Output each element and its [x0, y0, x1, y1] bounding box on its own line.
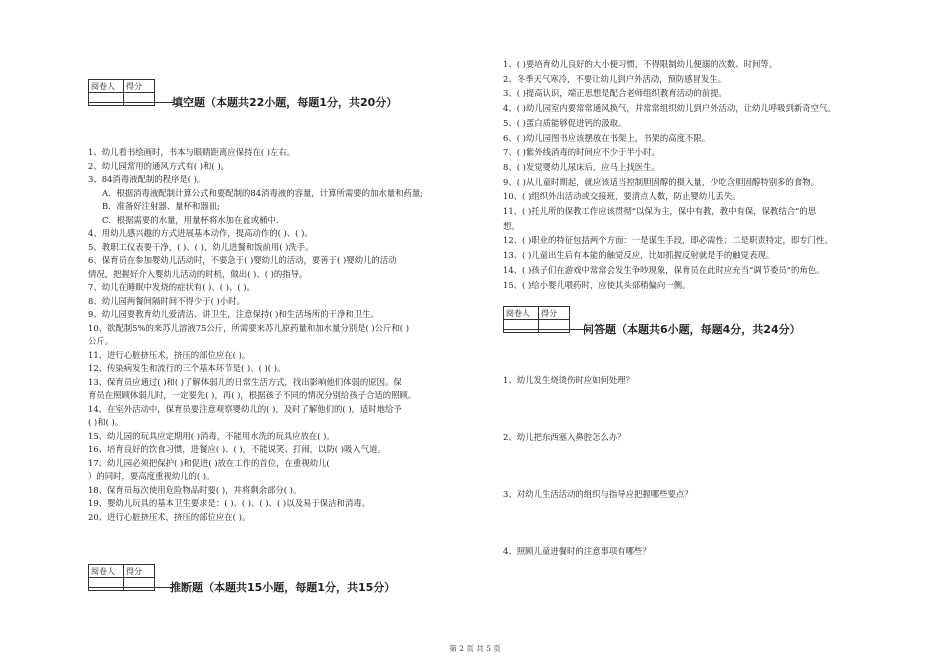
page-footer: 第 2 页 共 5 页 — [449, 644, 501, 653]
qa-question: 1、幼儿发生烧烫伤时应如何处理？ — [503, 375, 634, 385]
score-underline — [503, 329, 589, 330]
section-title-qa: 问答题（本题共6小题，每题4分，共24分） — [583, 323, 801, 336]
question-line: 1、( )要培育幼儿良好的大小便习惯，不得限制幼儿便溺的次数、时间等。 — [503, 59, 778, 69]
question-line: 11、进行心脏挤压术，挤压的部位应在( )。 — [88, 349, 251, 360]
question-line: 9、幼儿园要教育幼儿爱清洁、讲卫生，注意保持( )和生活场所的干净和卫生。 — [88, 309, 379, 319]
question-line: 10、( )组织外出活动或交接班，要清点人数，防止婴幼儿丢失。 — [503, 191, 741, 202]
score-underline — [88, 587, 174, 588]
question-line: 8、幼儿园两餐间隔时间不得少于( )小时。 — [88, 295, 245, 306]
question-line: 1、幼儿看书绘画时，书本与眼睛距离应保持在( )左右。 — [88, 147, 296, 157]
question-line: 18、保育员每次使用危险物品时要( )，并将剩余部分( )。 — [88, 484, 302, 495]
question-line: 15、( )给小婴儿喂药时，应使其头部稍偏向一侧。 — [503, 279, 691, 290]
question-line: 19、婴幼儿玩具的基本卫生要求是：( )、( )、( )、( )以及易于保洁和消毒。 — [88, 498, 370, 508]
score-underline — [88, 102, 174, 103]
question-line: 16、培育良好的饮食习惯，进餐应( )、( )，不能说笑、打闹，以防( )吸入气道。 — [88, 444, 386, 454]
question-line: 10、欲配制5%的来苏儿溶液75公斤，所需要来苏儿原药量和加水量分别是( )公斤和( ) — [88, 322, 409, 333]
question-line: 13、( )儿童出生后有本能的触觉反应，比如抓握反射就是手的触觉表现。 — [503, 250, 775, 261]
question-line: 7、( )紫外线消毒的时间应不少于半小时。 — [503, 147, 660, 158]
question-line: 6、保育员在参加婴幼儿活动时，不要急于( )婴幼儿的活动，要善于( )婴幼儿的活动 — [88, 255, 397, 265]
question-line: B．准备好注射器、量杯和器皿; — [102, 201, 220, 211]
section-title-fill-blank: 填空题（本题共22小题，每题1分，共20分） — [172, 96, 398, 109]
reviewer-label: 阅卷人 — [504, 307, 539, 320]
score-label: 得分 — [124, 565, 155, 578]
question-line: 14、( )孩子们在游戏中常常会发生争吵现象，保育员在此时应充当“调节委员”的角色。 — [503, 264, 825, 275]
question-line: 6、( )幼儿园图书应该摆放在书架上，书架的高度不限。 — [503, 132, 711, 143]
score-label: 得分 — [539, 307, 570, 320]
question-line: 3、84消毒液配制的程序是( )。 — [88, 174, 206, 184]
reviewer-cell — [89, 578, 124, 591]
reviewer-cell — [504, 320, 539, 333]
score-cell — [539, 320, 570, 333]
question-line: 情况，把握好介入婴幼儿活动的时机，做出( )、( )的指导。 — [88, 268, 308, 279]
question-line: 4、用幼儿感兴趣的方式进展基本动作，提高动作的( )、( )。 — [88, 228, 313, 238]
question-line: ）的同时，要高度重视幼儿的( )。 — [88, 471, 215, 481]
question-line: 12、( )职业的特征包括两个方面：一是谋生手段，即必需性；二是职责特定，即专门性。 — [503, 235, 833, 246]
qa-question: 2、幼儿把东西塞入鼻腔怎么办？ — [503, 432, 626, 442]
question-line: A．根据消毒液配制计算公式和要配制的84消毒液的容量，计算所需要的加水量和药量; — [102, 187, 424, 198]
question-line: 育员在照顾体弱儿时，一定要先( )，再( )，根据孩子不同的情况分别给孩子合适的照顾。 — [88, 390, 417, 400]
question-line: 2、幼儿园常用的通风方式有( )和( )。 — [88, 160, 229, 171]
score-cell — [124, 93, 155, 106]
question-line: 7、幼儿在睡眠中发烧的症状有( )、( )、( )。 — [88, 282, 255, 292]
score-label: 得分 — [124, 80, 155, 93]
reviewer-label: 阅卷人 — [89, 80, 124, 93]
question-line: 14、在室外活动中，保育员要注意观察婴幼儿的( )，及时了解他们的( )，适时地给予 — [88, 403, 402, 414]
question-line: 5、教职工仪表要干净，( )、( )，幼儿进餐和饭前用( )洗手。 — [88, 241, 314, 252]
question-line: 公斤。 — [88, 336, 114, 346]
section-title-judge: 推断题（本题共15小题，每题1分，共15分） — [170, 581, 396, 594]
question-line: ( )和( )。 — [88, 417, 124, 427]
question-line: 13、保育员应通过( )和( )了解体弱儿的日常生活方式，找出影响他们体弱的原因。保 — [88, 376, 402, 387]
question-line: 9、( )从儿童时期起，就应该适当控制胆固醇的摄入量，少吃含胆固醇特别多的食物。 — [503, 176, 820, 187]
question-line: 想。 — [503, 220, 520, 231]
question-line: 17、幼儿园必须把保护( )和促进( )放在工作的首位，在重视幼儿( — [88, 457, 330, 468]
question-line: 15、幼儿园的玩具应定期用( )消毒，不能用水洗的玩具应放在( )。 — [88, 430, 335, 441]
qa-question: 3、对幼儿生活活动的组织与指导应把握哪些要点？ — [503, 489, 693, 499]
qa-question: 4、照顾儿童进餐时的注意事项有哪些？ — [503, 546, 651, 556]
question-line: 8、( )发觉婴幼儿尿床后，应马上找医生。 — [503, 161, 660, 172]
question-line: 11、( )托儿所的保教工作应该贯彻“以保为主，保中有教，教中有保，保教结合”的思 — [503, 206, 817, 216]
question-line: 2、冬季天气寒冷，不要让幼儿到户外活动，预防感冒发生。 — [503, 73, 727, 84]
reviewer-cell — [89, 93, 124, 106]
question-line: 4、( )幼儿园室内要常常通风换气，并常常组织幼儿到户外活动，让幼儿呼吸到新奇空气。 — [503, 103, 836, 114]
reviewer-label: 阅卷人 — [89, 565, 124, 578]
score-cell — [124, 578, 155, 591]
question-line: 12、传染病发生和流行的三个基本环节是( )、( )( )。 — [88, 363, 286, 373]
question-line: 20、进行心脏挤压术，挤压的部位应在( )。 — [88, 511, 251, 522]
question-line: 3、( )提高认识，端正思想是配合老师组织教育活动的前提。 — [503, 88, 727, 99]
question-line: 5、( )蛋白质能够促进钙的汲取。 — [503, 117, 627, 128]
question-line: C．根据需要的水量，用量杯将水加在盆或桶中. — [102, 214, 279, 225]
